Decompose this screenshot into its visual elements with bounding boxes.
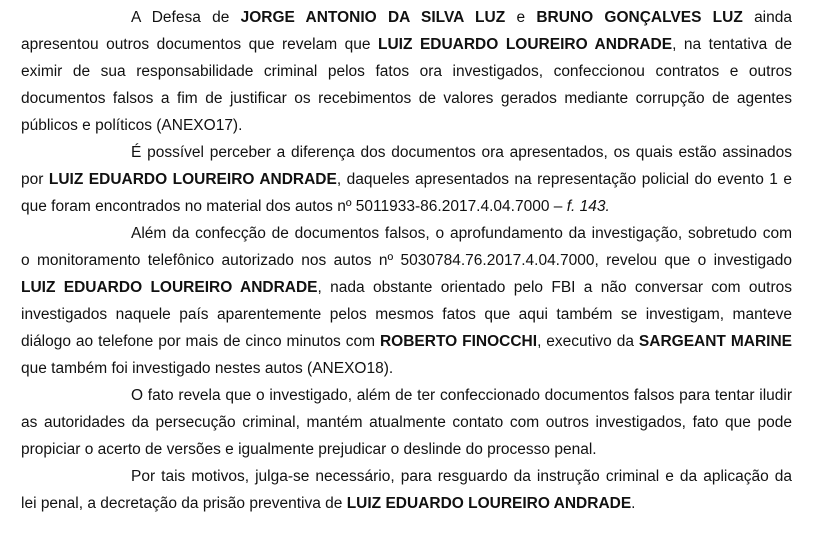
- text-line: [21, 139, 792, 166]
- text-line: [21, 382, 792, 409]
- text-segment: Além da confecção de documentos falsos, o aprofundamento da investigação, sobretudo com: [131, 225, 792, 242]
- text-segment: , nada obstante orientado pelo FBI a não conversar com outros: [317, 279, 792, 296]
- bold-name: BRUNO GONÇALVES LUZ: [536, 9, 743, 26]
- text-line: [21, 247, 792, 274]
- text-line: [21, 112, 792, 139]
- text-segment: , daqueles apresentados na representação policial do evento 1 e: [336, 171, 792, 188]
- text-segment: as autoridades da persecução criminal, mantém atualmente contato com outros investigados, fato que pode: [21, 414, 792, 431]
- text-segment: documentos falsos a fim de justificar os recebimentos de valores gerados mediante corrupção de agentes: [21, 90, 792, 107]
- text-segment: propiciar o acerto de versões e igualmente prejudicar o deslinde do processo penal.: [21, 441, 597, 458]
- text-line: [21, 274, 792, 301]
- text-line: [21, 355, 792, 382]
- bold-name: SARGEANT MARINE: [638, 333, 792, 350]
- paragraph-2: [21, 139, 792, 220]
- paragraph-1: [21, 4, 792, 139]
- text-segment: eximir de sua responsabilidade criminal pelos fatos ora investigados, confeccionou contratos e outros: [21, 63, 792, 80]
- text-segment: apresentou outros documentos que revelam que: [21, 36, 378, 53]
- text-segment: A Defesa de: [131, 9, 241, 26]
- text-segment: , na tentativa de: [672, 36, 792, 53]
- bold-name: LUIZ EDUARDO LOUREIRO ANDRADE: [378, 36, 673, 53]
- text-line: [21, 220, 792, 247]
- text-segment: que também foi investigado nestes autos (ANEXO18).: [21, 360, 394, 377]
- text-segment: ainda: [742, 9, 792, 26]
- bold-name: LUIZ EDUARDO LOUREIRO ANDRADE: [48, 171, 337, 188]
- text-line: [21, 409, 792, 436]
- text-segment: .: [631, 495, 636, 512]
- text-line: [21, 166, 792, 193]
- text-line: [21, 490, 792, 517]
- paragraph-3: [21, 220, 792, 382]
- text-line: [21, 58, 792, 85]
- bold-name: LUIZ EDUARDO LOUREIRO ANDRADE: [21, 279, 318, 296]
- text-segment: que foram encontrados no material dos autos nº 5011933-86.2017.4.04.7000 –: [21, 198, 567, 215]
- text-segment: públicos e políticos (ANEXO17).: [21, 117, 243, 134]
- text-segment: É possível perceber a diferença dos documentos ora apresentados, os quais estão assinados: [131, 144, 792, 161]
- text-segment: investigados naquele país aparentemente pelos mesmos fatos que aqui também se investigam, manteve: [21, 306, 792, 323]
- document-page: [21, 4, 792, 517]
- text-segment: Por tais motivos, julga-se necessário, para resguardo da instrução criminal e da aplicação da: [131, 468, 792, 485]
- text-line: [21, 4, 792, 31]
- text-line: [21, 463, 792, 490]
- text-line: [21, 436, 792, 463]
- bold-name: ROBERTO FINOCCHI: [379, 333, 538, 350]
- text-line: [21, 301, 792, 328]
- paragraph-4: [21, 382, 792, 463]
- text-segment: lei penal, a decretação da prisão preventiva de: [21, 495, 347, 512]
- text-segment: o monitoramento telefônico autorizado nos autos nº 5030784.76.2017.4.04.7000, revelou que o investigado: [21, 252, 792, 269]
- text-segment: por: [21, 171, 49, 188]
- text-segment: e: [505, 9, 537, 26]
- text-segment: O fato revela que o investigado, além de ter confeccionado documentos falsos para tentar iludir: [131, 387, 792, 404]
- text-line: [21, 31, 792, 58]
- text-line: [21, 193, 792, 220]
- text-line: [21, 328, 792, 355]
- text-segment: diálogo ao telefone por mais de cinco minutos com: [21, 333, 380, 350]
- italic-reference: f. 143.: [566, 198, 610, 215]
- bold-name: JORGE ANTONIO DA SILVA LUZ: [240, 9, 506, 26]
- text-segment: , executivo da: [537, 333, 639, 350]
- bold-name: LUIZ EDUARDO LOUREIRO ANDRADE: [346, 495, 632, 512]
- paragraph-5: [21, 463, 792, 517]
- text-line: [21, 85, 792, 112]
